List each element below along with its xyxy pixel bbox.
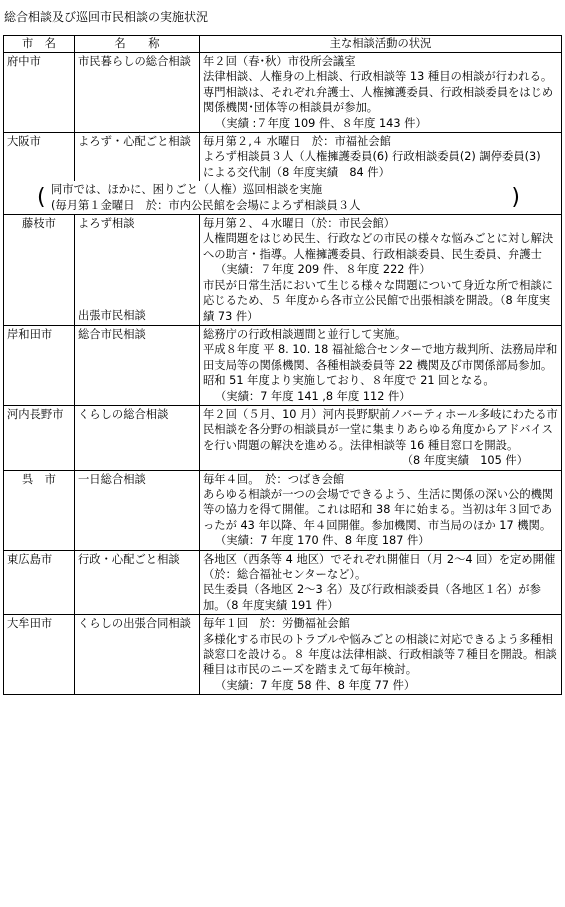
activity-cell [200, 325, 562, 405]
activity-line: 人権問題をはじめ民生、行政などの市民の様々な悩みごとに対し解決への助言・指導。人権擁護委員、行政相談委員、民生委員、弁護士 [203, 232, 554, 261]
table-row [4, 325, 562, 405]
city-cell: 河内長野市 [4, 405, 75, 470]
activity-line: 総務庁の行政相談週間と並行して実施。 [203, 327, 407, 341]
table-row-note [4, 181, 562, 214]
activity-line: 毎月第２、４水曜日（於：市民会館） [203, 217, 396, 231]
activity-line: あらゆる相談が一つの会場でできるよう、生活に関係の深い公的機関等の協力を得て開催。これは昭和 38 年に始まる。当初は年３回であったが 43 年以降、年４回開催。参加機関、市当局のほか 17 機関。 [203, 487, 554, 532]
activity-cell [200, 405, 562, 470]
activity-line: 毎年４回。 於：つばき会館 [203, 472, 345, 486]
header-name: 名 称 [75, 36, 200, 53]
header-city: 市 名 [4, 36, 75, 53]
page-title: 総合相談及び巡回市民相談の実施状況 [4, 10, 209, 24]
table-row [4, 53, 562, 133]
note-bracket [37, 182, 520, 213]
city-cell: 府中市 [4, 53, 75, 133]
activity-result: （実績：7 年度 58 件、8 年度 77 件） [215, 678, 416, 692]
name-cell: よろず・心配ごと相談 [75, 133, 200, 182]
table-row [4, 615, 562, 695]
city-cell: 呉 市 [4, 470, 75, 550]
name-line-2: 出張市民相談 [78, 309, 146, 323]
activity-line: 各地区（西条等 4 地区）でそれぞれ開催日（月 2～4 回）を定め開催（於：総合福祉センターなど）。 [203, 552, 556, 581]
activity-result: （実績：7 年度 141 ,8 年度 112 件） [215, 389, 411, 403]
activity-line: 年２回（春･秋）市役所会議室 [203, 55, 356, 68]
activity-line: 市民が日常生活において生じる様々な問題について身近な所で相談に応じるため、５ 年度から各市立公民館で出張相談を開設。（8 年度実績 73 件） [203, 278, 553, 323]
name-cell: 一日総合相談 [75, 470, 200, 550]
activity-result: （8 年度実績 105 件） [401, 454, 528, 468]
table-row [4, 133, 562, 182]
city-cell: 東広島市 [4, 550, 75, 615]
name-cell: 総合市民相談 [75, 325, 200, 405]
activity-cell [200, 53, 562, 133]
activity-cell [200, 133, 562, 182]
activity-cell [200, 550, 562, 615]
table-row [4, 470, 562, 550]
activity-line: 平成８年度 平 8. 10. 18 福祉総合センターで地方裁判所、法務局岸和田支局等の関係機関、各種相談委員等 22 機関及び市関係部局参加。昭和 51 年度より実施しており、８年度で 21 回となる。 [203, 343, 558, 388]
activity-line: 多様化する市民のトラブルや悩みごとの相談に対応できるよう多種相談窓口を設ける。８ 年度は法律相談、行政相談等７種目を開設。相談種目は市民のニーズを踏まえて毎年検討。 [203, 632, 557, 677]
table-row [4, 405, 562, 470]
city-cell: 藤枝市 [4, 215, 75, 326]
table-row [4, 550, 562, 615]
name-cell [75, 215, 200, 326]
name-cell: 市民暮らしの総合相談 [75, 53, 200, 133]
activity-line: 毎年１回 於：労働福祉会館 [203, 617, 350, 631]
note-cell [4, 181, 562, 214]
activity-line: よろず相談員３人（人権擁護委員(6) 行政相談委員(2) 調停委員(3) による交代制（8 年度実績 84 件） [203, 150, 552, 179]
name-line: よろず相談 [78, 217, 135, 231]
city-cell: 岸和田市 [4, 325, 75, 405]
name-cell: くらしの総合相談 [75, 405, 200, 470]
table-header-row [4, 36, 562, 53]
city-cell: 大阪市 [4, 133, 75, 182]
name-cell: 行政・心配ごと相談 [75, 550, 200, 615]
city-cell: 大牟田市 [4, 615, 75, 695]
activity-cell [200, 215, 562, 326]
activity-line: 年２回（５月、10 月）河内長野駅前ノバーティホール多岐にわたる市民相談を各分野の相談員が一堂に集まりあらゆる角度からアドバイスを行い問題の解決を進める。法律相談等 16 種目窓口を開設。 [203, 407, 558, 452]
header-activities: 主な相談活動の状況 [200, 36, 562, 53]
note-line: ( 同市では、ほかに、困りごと（人権）巡回相談を実施 [51, 183, 323, 197]
table-row [4, 215, 562, 326]
activity-result: （実績 :７年度 109 件、８年度 143 件） [215, 116, 427, 130]
activity-line: 法律相談、人権身の上相談、行政相談等 13 種目の相談が行われる。専門相談は、それぞれ弁護士、人権擁護委員、行政相談委員をはじめ関係機関･団体等の相談員が参加。 [203, 70, 554, 115]
activity-line: 民生委員（各地区 2～3 名）及び行政相談委員（各地区１名）が参加。（8 年度実績 191 件） [203, 583, 541, 612]
activity-result: （実績：7 年度 170 件、8 年度 187 件） [215, 534, 430, 548]
note-line: (毎月第１金曜日 於：市内公民館を会場によろず相談員３人 [51, 198, 361, 212]
consultation-table [3, 35, 562, 695]
activity-cell [200, 615, 562, 695]
name-cell: くらしの出張合同相談 [75, 615, 200, 695]
activity-cell [200, 470, 562, 550]
activity-result: （実績：７年度 209 件、８年度 222 件） [215, 263, 431, 277]
activity-line: 毎月第２,４ 水曜日 於：市福祉会館 [203, 135, 391, 149]
